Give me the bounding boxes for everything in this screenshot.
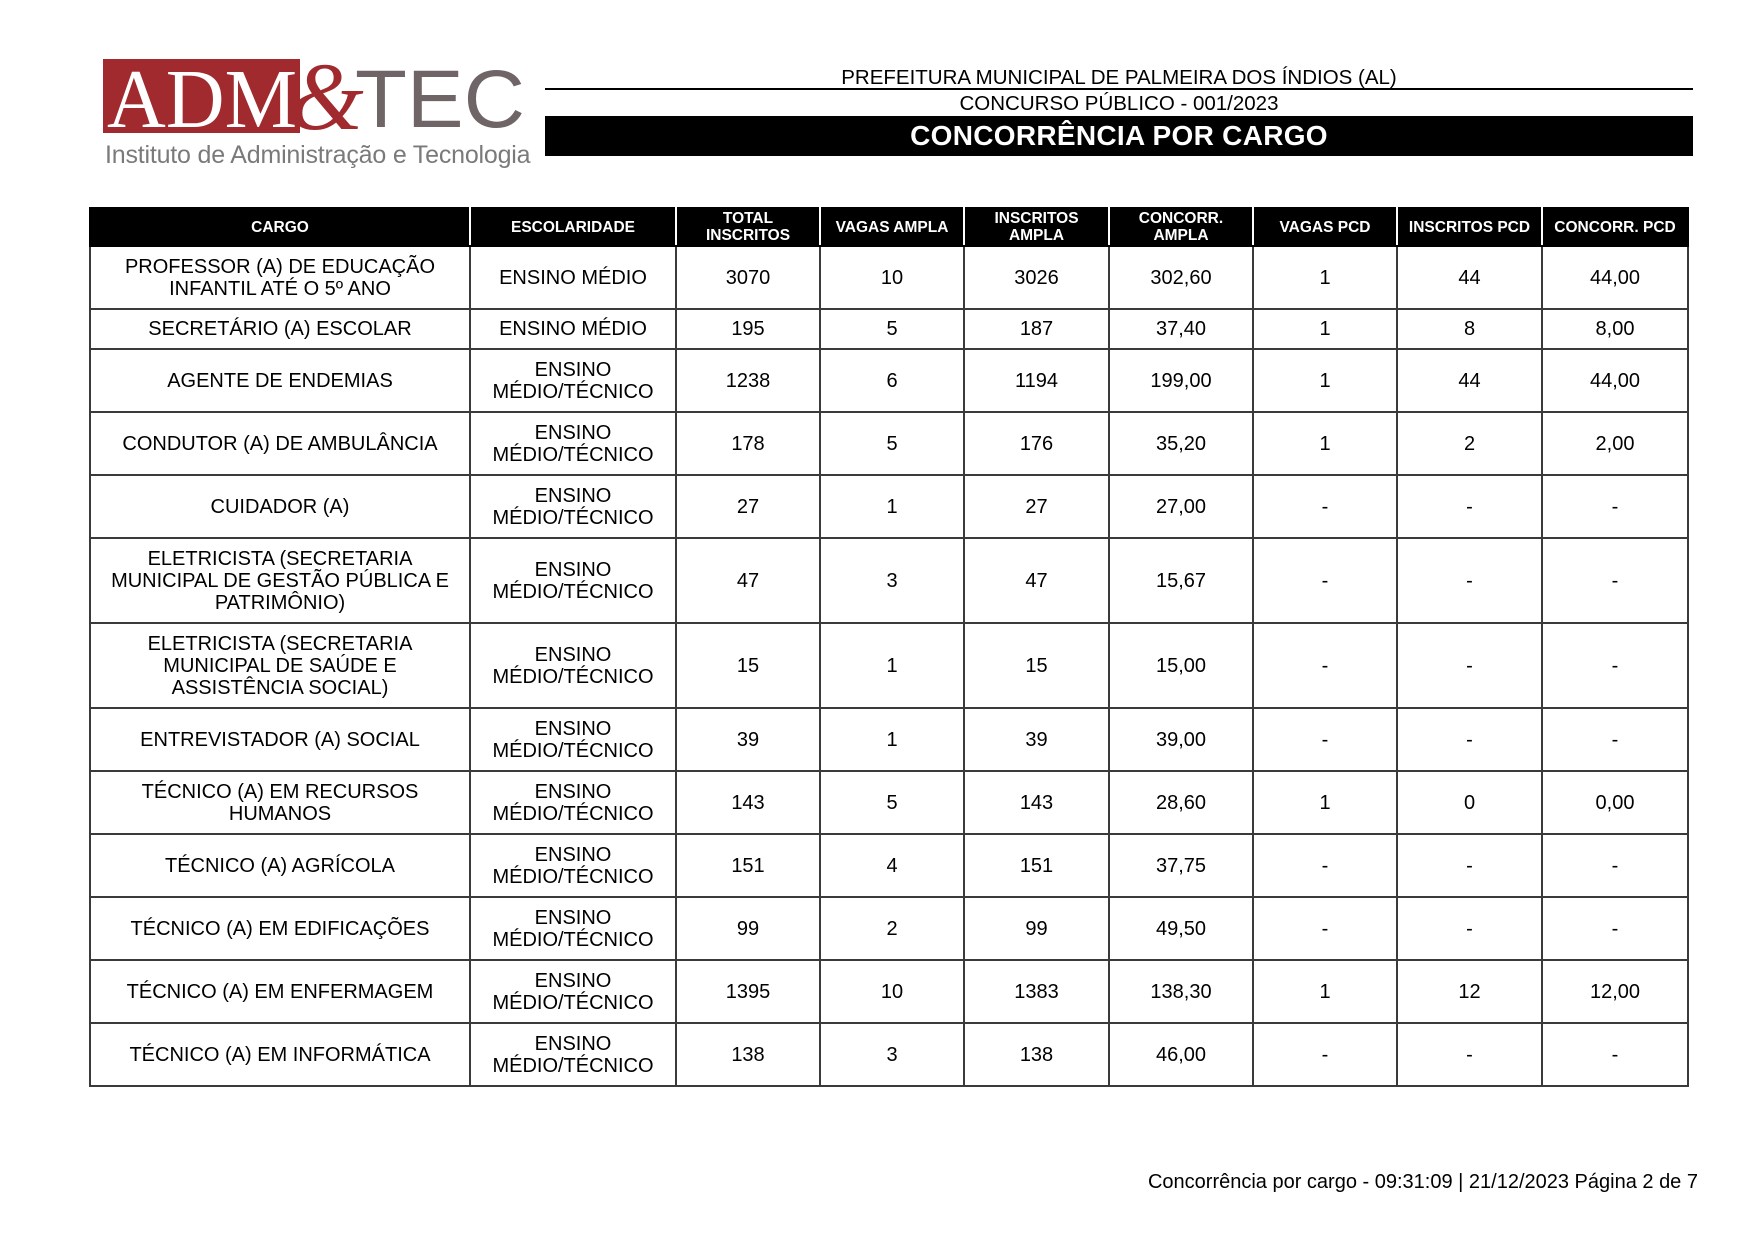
column-header: INSCRITOS PCD [1397,208,1542,246]
column-header: CONCORR. PCD [1542,208,1688,246]
cell-total-inscritos: 151 [676,834,820,897]
column-header: VAGAS PCD [1253,208,1397,246]
cell-inscritos-ampla: 3026 [964,246,1109,309]
cell-escolaridade: ENSINO MÉDIO/TÉCNICO [470,960,676,1023]
cell-inscritos-ampla: 1383 [964,960,1109,1023]
cell-vagas-ampla: 3 [820,1023,964,1086]
cell-inscritos-ampla: 15 [964,623,1109,708]
cell-inscritos-ampla: 138 [964,1023,1109,1086]
cell-escolaridade: ENSINO MÉDIO/TÉCNICO [470,412,676,475]
cell-total-inscritos: 138 [676,1023,820,1086]
cell-escolaridade: ENSINO MÉDIO/TÉCNICO [470,349,676,412]
logo-subtitle: Instituto de Administração e Tecnologia [105,141,531,169]
table-row [90,771,1688,834]
cell-concorr-pcd: - [1542,475,1688,538]
cell-cargo: TÉCNICO (A) EM RECURSOS HUMANOS [90,771,470,834]
cell-concorr-ampla: 15,00 [1109,623,1253,708]
table-row [90,475,1688,538]
cell-concorr-ampla: 49,50 [1109,897,1253,960]
cell-vagas-pcd: - [1253,897,1397,960]
cell-cargo: PROFESSOR (A) DE EDUCAÇÃO INFANTIL ATÉ O 5º ANO [90,246,470,309]
cell-concorr-pcd: - [1542,1023,1688,1086]
table-header-row [90,208,1688,246]
cell-escolaridade: ENSINO MÉDIO/TÉCNICO [470,708,676,771]
cell-escolaridade: ENSINO MÉDIO/TÉCNICO [470,475,676,538]
header-municipality: PREFEITURA MUNICIPAL DE PALMEIRA DOS ÍNDIOS (AL) [545,66,1693,90]
cell-vagas-pcd: 1 [1253,771,1397,834]
cell-inscritos-ampla: 47 [964,538,1109,623]
cell-total-inscritos: 1238 [676,349,820,412]
column-header: INSCRITOS AMPLA [964,208,1109,246]
cell-escolaridade: ENSINO MÉDIO/TÉCNICO [470,1023,676,1086]
cell-inscritos-pcd: - [1397,708,1542,771]
cell-vagas-pcd: - [1253,1023,1397,1086]
table-row [90,834,1688,897]
cell-concorr-ampla: 37,75 [1109,834,1253,897]
table-row [90,349,1688,412]
cell-inscritos-pcd: 44 [1397,246,1542,309]
cell-total-inscritos: 178 [676,412,820,475]
cell-cargo: SECRETÁRIO (A) ESCOLAR [90,309,470,349]
cell-concorr-ampla: 46,00 [1109,1023,1253,1086]
cell-concorr-pcd: 12,00 [1542,960,1688,1023]
table-row [90,246,1688,309]
cell-escolaridade: ENSINO MÉDIO/TÉCNICO [470,538,676,623]
cell-vagas-ampla: 5 [820,412,964,475]
cell-inscritos-pcd: - [1397,538,1542,623]
table-row [90,897,1688,960]
cell-inscritos-ampla: 27 [964,475,1109,538]
cell-vagas-pcd: - [1253,708,1397,771]
cell-concorr-ampla: 27,00 [1109,475,1253,538]
cell-total-inscritos: 47 [676,538,820,623]
cell-total-inscritos: 1395 [676,960,820,1023]
column-header: CONCORR. AMPLA [1109,208,1253,246]
cell-total-inscritos: 143 [676,771,820,834]
cell-vagas-ampla: 1 [820,475,964,538]
cell-vagas-pcd: - [1253,623,1397,708]
logo-text-adm: ADM [107,57,297,137]
cell-concorr-pcd: 0,00 [1542,771,1688,834]
cell-cargo: ELETRICISTA (SECRETARIA MUNICIPAL DE GESTÃO PÚBLICA E PATRIMÔNIO) [90,538,470,623]
cell-escolaridade: ENSINO MÉDIO/TÉCNICO [470,897,676,960]
cell-inscritos-pcd: - [1397,1023,1542,1086]
table-row [90,623,1688,708]
logo-text-tec: TEC [355,57,525,137]
cell-vagas-ampla: 1 [820,708,964,771]
cell-escolaridade: ENSINO MÉDIO/TÉCNICO [470,771,676,834]
cell-concorr-pcd: - [1542,897,1688,960]
cell-cargo: CUIDADOR (A) [90,475,470,538]
cell-cargo: CONDUTOR (A) DE AMBULÂNCIA [90,412,470,475]
cell-inscritos-pcd: - [1397,834,1542,897]
cell-inscritos-pcd: 44 [1397,349,1542,412]
cell-vagas-pcd: 1 [1253,246,1397,309]
table-row [90,309,1688,349]
page-footer: Concorrência por cargo - 09:31:09 | 21/12/2023 Página 2 de 7 [1147,1171,1698,1193]
cell-vagas-pcd: 1 [1253,412,1397,475]
cell-vagas-ampla: 2 [820,897,964,960]
cell-vagas-ampla: 4 [820,834,964,897]
table-row [90,960,1688,1023]
cell-vagas-pcd: 1 [1253,349,1397,412]
table-row [90,1023,1688,1086]
cell-inscritos-pcd: 8 [1397,309,1542,349]
cell-cargo: TÉCNICO (A) EM INFORMÁTICA [90,1023,470,1086]
cell-inscritos-ampla: 176 [964,412,1109,475]
cell-vagas-ampla: 10 [820,246,964,309]
cell-concorr-ampla: 302,60 [1109,246,1253,309]
cell-concorr-ampla: 37,40 [1109,309,1253,349]
cell-inscritos-pcd: - [1397,623,1542,708]
cell-concorr-pcd: - [1542,623,1688,708]
cell-inscritos-ampla: 151 [964,834,1109,897]
cell-vagas-ampla: 10 [820,960,964,1023]
document-header [545,66,1693,156]
cell-inscritos-pcd: 0 [1397,771,1542,834]
table-row [90,708,1688,771]
cell-concorr-ampla: 39,00 [1109,708,1253,771]
cell-vagas-ampla: 5 [820,771,964,834]
cell-inscritos-pcd: - [1397,897,1542,960]
cell-concorr-pcd: - [1542,538,1688,623]
table-row [90,538,1688,623]
table-row [90,412,1688,475]
column-header: CARGO [90,208,470,246]
cell-concorr-pcd: 8,00 [1542,309,1688,349]
cell-inscritos-ampla: 99 [964,897,1109,960]
cell-total-inscritos: 99 [676,897,820,960]
column-header: TOTAL INSCRITOS [676,208,820,246]
cell-cargo: TÉCNICO (A) EM ENFERMAGEM [90,960,470,1023]
cell-vagas-pcd: 1 [1253,309,1397,349]
cell-escolaridade: ENSINO MÉDIO [470,309,676,349]
cell-escolaridade: ENSINO MÉDIO [470,246,676,309]
cell-concorr-pcd: 44,00 [1542,246,1688,309]
cell-total-inscritos: 3070 [676,246,820,309]
column-header: ESCOLARIDADE [470,208,676,246]
cell-concorr-pcd: 44,00 [1542,349,1688,412]
cell-vagas-ampla: 1 [820,623,964,708]
cell-cargo: ELETRICISTA (SECRETARIA MUNICIPAL DE SAÚDE E ASSISTÊNCIA SOCIAL) [90,623,470,708]
cell-inscritos-ampla: 1194 [964,349,1109,412]
cell-vagas-ampla: 6 [820,349,964,412]
cell-concorr-ampla: 138,30 [1109,960,1253,1023]
cell-escolaridade: ENSINO MÉDIO/TÉCNICO [470,834,676,897]
cell-inscritos-pcd: - [1397,475,1542,538]
admtec-logo [103,57,533,172]
table-body [90,246,1688,1086]
column-header: VAGAS AMPLA [820,208,964,246]
cell-concorr-ampla: 35,20 [1109,412,1253,475]
cell-cargo: ENTREVISTADOR (A) SOCIAL [90,708,470,771]
cell-inscritos-ampla: 143 [964,771,1109,834]
cell-escolaridade: ENSINO MÉDIO/TÉCNICO [470,623,676,708]
cell-vagas-ampla: 3 [820,538,964,623]
cell-vagas-pcd: 1 [1253,960,1397,1023]
cell-inscritos-pcd: 12 [1397,960,1542,1023]
logo-ampersand: & [289,57,364,137]
competition-table [89,207,1689,1087]
cell-concorr-pcd: - [1542,834,1688,897]
cell-inscritos-ampla: 187 [964,309,1109,349]
cell-total-inscritos: 15 [676,623,820,708]
cell-total-inscritos: 27 [676,475,820,538]
admtec-logo-mark [103,57,533,137]
cell-vagas-ampla: 5 [820,309,964,349]
cell-cargo: TÉCNICO (A) EM EDIFICAÇÕES [90,897,470,960]
cell-total-inscritos: 39 [676,708,820,771]
cell-concorr-pcd: 2,00 [1542,412,1688,475]
header-title: CONCORRÊNCIA POR CARGO [545,116,1693,156]
cell-concorr-ampla: 199,00 [1109,349,1253,412]
cell-inscritos-ampla: 39 [964,708,1109,771]
cell-inscritos-pcd: 2 [1397,412,1542,475]
cell-cargo: AGENTE DE ENDEMIAS [90,349,470,412]
header-contest: CONCURSO PÚBLICO - 001/2023 [959,92,1279,115]
cell-total-inscritos: 195 [676,309,820,349]
cell-vagas-pcd: - [1253,538,1397,623]
cell-cargo: TÉCNICO (A) AGRÍCOLA [90,834,470,897]
cell-concorr-ampla: 28,60 [1109,771,1253,834]
cell-concorr-ampla: 15,67 [1109,538,1253,623]
cell-vagas-pcd: - [1253,475,1397,538]
cell-vagas-pcd: - [1253,834,1397,897]
cell-concorr-pcd: - [1542,708,1688,771]
